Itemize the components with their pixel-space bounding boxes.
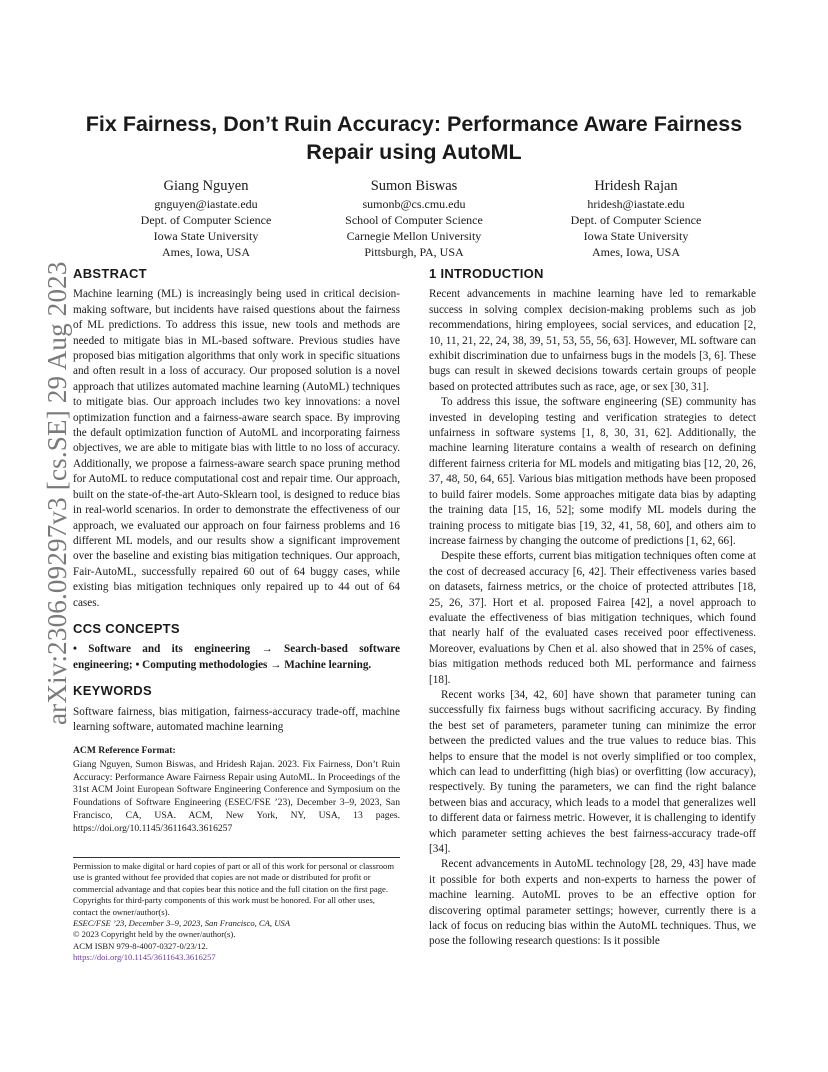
ccs-text: • Software and its engineering → Search-based software engineering; • Computing methodologies → Machine learning.: [73, 643, 400, 671]
author-org: Carnegie Mellon University: [346, 229, 482, 243]
acm-reference-text: Giang Nguyen, Sumon Biswas, and Hridesh Rajan. 2023. Fix Fairness, Don’t Ruin Accuracy: Performance Aware Fairness Repair using AutoML. In Proceedings of the 31st ACM Joint European Software Engineering Conference and Symposium on the Foundations of Software Engineering (ESEC/FSE ’23), December 3–9, 2023, San Francisco, CA, USA. ACM, New York, NY, USA, 13 pages. https://doi.org/10.1145/3611643.3616257: [73, 758, 400, 834]
doi-link[interactable]: https://doi.org/10.1145/3611643.3616257: [73, 952, 216, 963]
intro-paragraph: Recent works [34, 42, 60] have shown that parameter tuning can successfully fix fairness bugs without sacrificing accuracy. By finding the best set of parameters, parameter tuning can minimize the error between the predicted values and the true values to reduce bias. This helps to ensure that the model is not overly simplified or too complex, which can lead to underfitting (high bias) or overfitting (low accuracy), respectively. By tuning the parameters, we can find the right balance between bias and accuracy, which leads to a model that generalizes well to different data or fairness metric. However, it is challenging to identify which parameter setting achieves the best fairness-accuracy trade-off [34].: [429, 688, 756, 856]
right-column: [429, 266, 756, 950]
keywords-text: Software fairness, bias mitigation, fairness-accuracy trade-off, machine learning software, automated machine learning: [73, 705, 400, 733]
intro-paragraph: Recent advancements in AutoML technology [28, 29, 43] have made it possible for both experts and non-experts to harness the power of machine learning. AutoML proves to be an effective option for discovering optimal parameter settings; however, currently there is a lack of focus on reducing bias within the AutoML techniques. Thus, we pose the following research questions: Is it possible: [429, 858, 756, 948]
intro-heading: 1 INTRODUCTION: [429, 266, 544, 281]
abstract-text: Machine learning (ML) is increasingly being used in critical decision-making software, but incidents have raised questions about the fairness of ML predictions. To address this issue, new tools and methods are needed to mitigate bias in ML-based software. Previous studies have proposed bias mitigation algorithms that only work in specific situations and often result in a loss of accuracy. Our proposed solution is a novel approach that utilizes automated machine learning (AutoML) techniques to mitigate bias. Our approach includes two key innovations: a novel optimization function and a fairness-aware search space. By improving the default optimization function of AutoML and incorporating fairness objectives, we are able to mitigate bias with little to no loss of accuracy. Additionally, we propose a fairness-aware search space pruning method for AutoML to reduce computational cost and repair time. Our approach, built on the state-of-the-art Auto-Sklearn tool, is designed to reduce bias in real-world scenarios. In order to demonstrate the effectiveness of our approach, we evaluated our approach on four fairness problems and 16 different ML models, and our results show a significant improvement over the baseline and existing bias mitigation techniques. Our approach, Fair-AutoML, successfully repaired 60 out of 64 buggy cases, while existing bias mitigation techniques only repaired up to 44 out of 64 cases.: [73, 288, 400, 609]
arxiv-identifier: [24, 261, 72, 725]
author-org: Iowa State University: [583, 229, 689, 243]
author-location: Ames, Iowa, USA: [162, 245, 250, 259]
isbn-line: ACM ISBN 979-8-4007-0327-0/23/12.: [73, 940, 208, 951]
paper-title: Fix Fairness, Don’t Ruin Accuracy: Performance Aware Fairness Repair using AutoML: [85, 112, 743, 164]
author-org: Iowa State University: [153, 229, 259, 243]
author-dept: School of Computer Science: [345, 213, 483, 227]
author-email: hridesh@iastate.edu: [587, 197, 685, 211]
ccs-heading: CCS CONCEPTS: [73, 620, 180, 636]
left-column: [73, 266, 400, 836]
author-dept: Dept. of Computer Science: [570, 213, 702, 227]
author-name: Sumon Biswas: [370, 178, 458, 194]
intro-paragraph: To address this issue, the software engineering (SE) community has invested in developing testing and verification strategies to detect unfairness in software systems [1, 8, 30, 31, 62]. Additionally, the machine learning literature contains a wealth of research on defining different fairness criteria for ML models and mitigating bias [12, 20, 26, 37, 48, 50, 64, 65]. Various bias mitigation methods have been proposed to build fairer models. Some approaches mitigate data bias by adapting the training data [15, 16, 52]; some modify ML models during the training process to mitigate bias [19, 32, 41, 58, 60], and others aim to increase fairness by changing the outcome of predictions [1, 62, 66].: [429, 396, 756, 547]
acm-reference-heading: ACM Reference Format:: [73, 745, 176, 757]
author-name: Hridesh Rajan: [594, 178, 678, 194]
conference-line: ESEC/FSE ’23, December 3–9, 2023, San Francisco, CA, USA: [73, 918, 290, 929]
intro-paragraph: Despite these efforts, current bias mitigation techniques often come at the cost of decreased accuracy [6, 42]. Their effectiveness varies based on datasets, fairness metrics, or the choice of protected attributes [18, 25, 26, 37]. Hort et al. proposed Fairea [42], a novel approach to evaluate the effectiveness of bias mitigation techniques, which found that nearly half of the evaluated cases received poor effectiveness. Moreover, evaluations by Chen et al. also showed that in 25% of cases, bias mitigation methods reduced both ML performance and fairness [18].: [429, 550, 756, 686]
arxiv-id-text: arXiv:2306.09297v3 [cs.SE] 29 Aug 2023: [42, 261, 72, 725]
abstract-heading: ABSTRACT: [73, 266, 147, 281]
permission-footnote: [73, 857, 400, 964]
author-block: [536, 176, 736, 260]
permission-text: Permission to make digital or hard copies of part or all of this work for personal or classroom use is granted without fee provided that copies are not made or distributed for profit or commercial advantage and that copies bear this notice and the full citation on the first page. Copyrights for third-party components of this work must be honored. For all other uses, contact the owner/author(s).: [73, 861, 394, 917]
author-email: gnguyen@iastate.edu: [154, 197, 258, 211]
author-block: [314, 176, 514, 260]
author-dept: Dept. of Computer Science: [140, 213, 272, 227]
author-email: sumonb@cs.cmu.edu: [362, 197, 466, 211]
keywords-heading: KEYWORDS: [73, 683, 152, 699]
author-block: [106, 176, 306, 260]
author-name: Giang Nguyen: [163, 178, 249, 194]
author-location: Ames, Iowa, USA: [592, 245, 680, 259]
intro-paragraph: Recent advancements in machine learning have led to remarkable success in solving complex decision-making problems such as job recommendations, hiring employees, social services, and education [2, 10, 11, 21, 22, 24, 38, 39, 51, 53, 55, 56, 63]. However, ML software can exhibit discrimination due to unfairness bugs in the models [3, 6]. These bugs can result in skewed decisions towards certain groups of people based on protected attributes such as race, age, or sex [30, 31].: [429, 288, 756, 393]
author-location: Pittsburgh, PA, USA: [364, 245, 464, 259]
copyright-line: © 2023 Copyright held by the owner/author(s).: [73, 929, 236, 940]
